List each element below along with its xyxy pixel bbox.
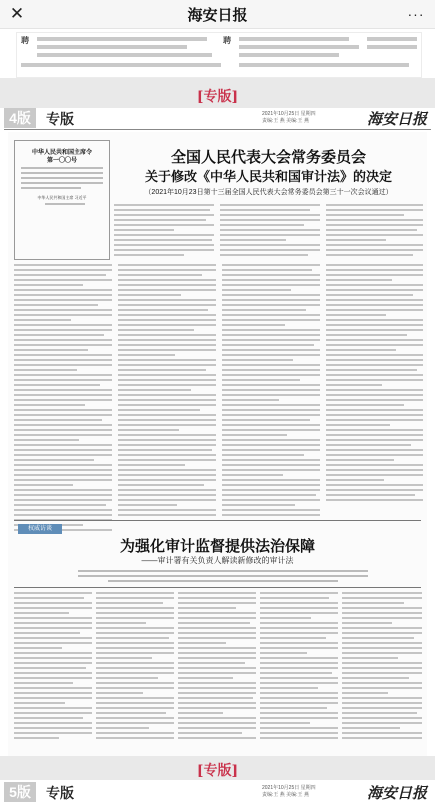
article1-subtitle: （2021年10月23日第十三届全国人民代表大会常务委员会第三十一次会议通过） bbox=[144, 189, 393, 196]
article1-column bbox=[220, 204, 320, 259]
ad-strip bbox=[16, 32, 422, 78]
page5-date: 2021年10月25日 星期四 bbox=[262, 785, 316, 791]
decree-date-line bbox=[45, 203, 85, 205]
ad-text-line bbox=[367, 45, 417, 49]
ad-tag-mid: 聘 bbox=[223, 36, 231, 45]
decree-text-line bbox=[21, 172, 103, 174]
close-icon[interactable]: ✕ bbox=[9, 4, 25, 23]
page4-zhuanban-label: [专版] bbox=[196, 89, 239, 105]
decree-text-line bbox=[21, 177, 103, 179]
decree-text-line bbox=[21, 187, 81, 189]
lead-text-line bbox=[108, 580, 338, 582]
lead-text-line bbox=[78, 570, 368, 572]
ad-text-line bbox=[37, 37, 207, 41]
top-bar bbox=[0, 0, 435, 29]
ad-text-line bbox=[37, 53, 212, 57]
decree-title: 中华人民共和国主席令 bbox=[31, 150, 92, 156]
page5-editor: 责编:王 燕 美编:王 燕 bbox=[262, 792, 309, 798]
ad-text-line bbox=[37, 45, 187, 49]
ad-tag-left: 聘 bbox=[21, 36, 29, 45]
ad-text-line bbox=[239, 63, 409, 67]
article1-column bbox=[222, 264, 320, 519]
page4-date: 2021年10月25日 星期四 bbox=[262, 111, 316, 117]
page5-section: 专版 bbox=[46, 786, 74, 802]
decree-box bbox=[14, 140, 110, 260]
article1-headline-line1: 全国人民代表大会常务委员会 bbox=[170, 148, 366, 166]
page4-logo: 海安日报 bbox=[366, 110, 427, 128]
article1-column bbox=[326, 204, 423, 259]
page4-number: 4版 bbox=[4, 108, 36, 128]
more-dots-icon[interactable]: ··· bbox=[407, 6, 425, 22]
article1-column bbox=[118, 264, 216, 519]
section-divider bbox=[14, 520, 421, 521]
article1-column bbox=[14, 264, 112, 534]
article1-column bbox=[326, 264, 423, 504]
article2-column bbox=[342, 592, 422, 742]
article2-column bbox=[260, 592, 338, 742]
article1-column bbox=[114, 204, 214, 259]
ad-text-line bbox=[239, 37, 349, 41]
page5-header bbox=[0, 782, 435, 804]
page4-editor: 责编:王 燕 美编:王 燕 bbox=[262, 118, 309, 124]
header-rule bbox=[4, 129, 431, 130]
ad-text-line bbox=[239, 45, 359, 49]
interview-tag: 权威访谈 bbox=[18, 524, 62, 534]
ad-text-line bbox=[239, 53, 339, 57]
article2-headline: 为强化审计监督提供法治保障 bbox=[119, 537, 315, 555]
decree-signature: 中华人民共和国主席 习近平 bbox=[37, 195, 87, 200]
page4-section: 专版 bbox=[46, 112, 74, 128]
page4-header bbox=[0, 108, 435, 130]
article2-column bbox=[96, 592, 174, 742]
page5-logo: 海安日报 bbox=[366, 784, 427, 802]
page5-zhuanban-label: [专版] bbox=[196, 763, 239, 779]
decree-text-line bbox=[21, 182, 103, 184]
ad-text-line bbox=[21, 63, 221, 67]
app-title: 海安日报 bbox=[187, 5, 248, 24]
article2-column bbox=[14, 592, 92, 742]
lead-text-line bbox=[78, 575, 368, 577]
article2-subtitle: ——审计署有关负责人解读新修改的审计法 bbox=[141, 556, 294, 565]
decree-text-line bbox=[21, 167, 103, 169]
newspaper-page[interactable] bbox=[8, 132, 427, 756]
article1-headline-line2: 关于修改《中华人民共和国审计法》的决定 bbox=[144, 170, 392, 185]
section-divider bbox=[14, 587, 421, 588]
decree-number: 第一〇〇号 bbox=[46, 158, 77, 164]
article2-column bbox=[178, 592, 256, 742]
page5-number: 5版 bbox=[4, 782, 36, 802]
ad-text-line bbox=[367, 37, 417, 41]
